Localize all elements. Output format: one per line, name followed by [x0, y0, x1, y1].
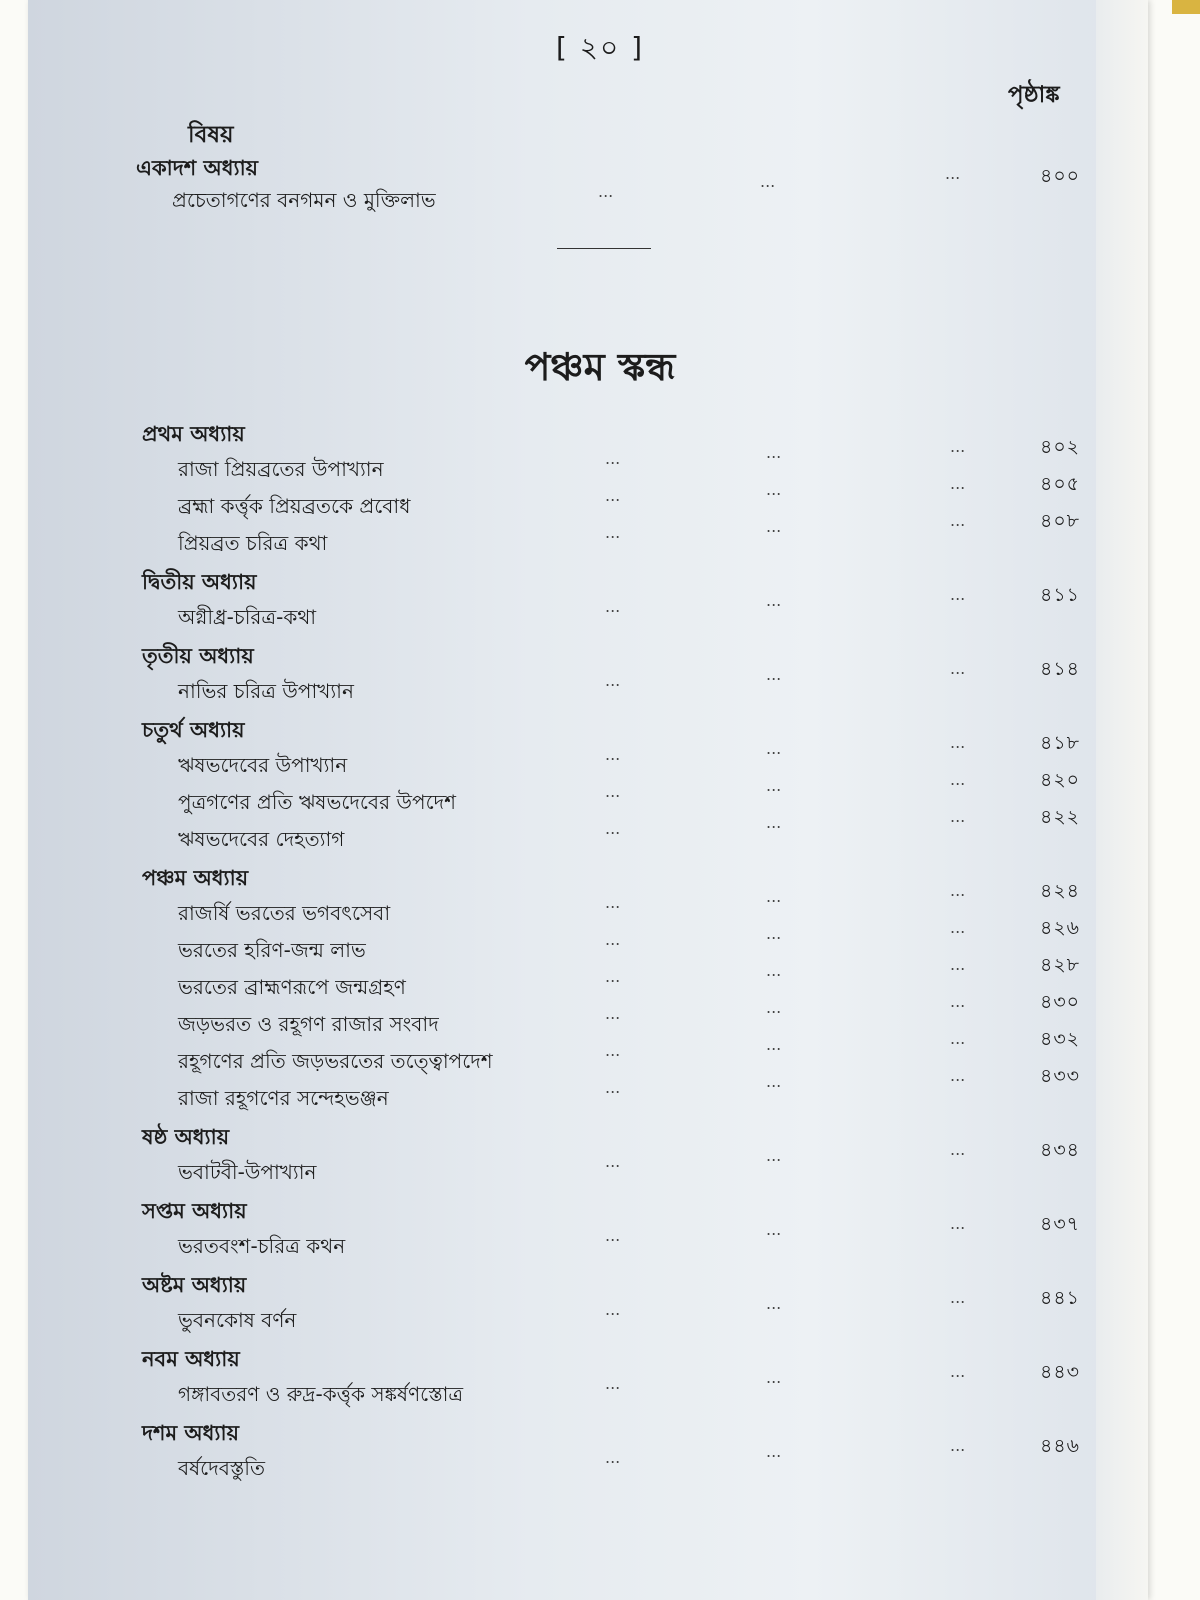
- leader-dots: ...: [766, 517, 782, 536]
- leader-dots: ...: [950, 1288, 966, 1307]
- page-ref: ৪২২: [1040, 806, 1081, 828]
- leader-dots: ...: [605, 1078, 621, 1097]
- chapter-heading: দ্বিতীয় অধ্যায়: [142, 570, 257, 594]
- chapter-heading: দশম অধ্যায়: [142, 1421, 239, 1445]
- toc-entry: [0, 473, 1200, 526]
- page-ref: ৪২৪: [1040, 880, 1081, 902]
- leader-dots: ...: [605, 1041, 621, 1060]
- toc-entry: [0, 436, 1200, 489]
- page-ref: ৪৪১: [1040, 1287, 1080, 1309]
- leader-dots: ...: [605, 486, 621, 505]
- leader-dots: ...: [950, 1029, 966, 1048]
- chapter-heading: সপ্তম অধ্যায়: [142, 1199, 247, 1223]
- leader-dots: ...: [605, 671, 621, 690]
- leader-dots: ...: [950, 437, 966, 456]
- topic-text: ঋষভদেবের উপাখ্যান: [178, 753, 348, 777]
- page-corner: [1172, 0, 1200, 14]
- leader-dots: ...: [605, 1300, 621, 1319]
- page-ref: ৪২০: [1040, 769, 1081, 791]
- toc-entry: [0, 1065, 1200, 1118]
- leader-dots: ...: [605, 523, 621, 542]
- leader-dots: ...: [766, 480, 782, 499]
- toc-entry: [0, 1028, 1200, 1081]
- toc-entry: [0, 769, 1200, 822]
- chapter-heading-row: [0, 1269, 1200, 1303]
- chapter-heading: একাদশ অধ্যায়: [136, 156, 259, 180]
- topic-text: গঙ্গাবতরণ ও রুদ্র-কর্ত্তৃক সঙ্কর্ষণস্তোত্র: [178, 1382, 464, 1406]
- leader-dots: ...: [950, 770, 966, 789]
- divider: [557, 248, 651, 249]
- leader-dots: ...: [950, 955, 966, 974]
- chapter-heading: প্রথম অধ্যায়: [142, 422, 245, 446]
- toc-entry: [0, 917, 1200, 970]
- topic-text: বর্ষদেবস্তুতি: [178, 1456, 265, 1480]
- topic-text: ভরতবংশ-চরিত্র কথন: [178, 1234, 346, 1258]
- page-ref: ৪০৮: [1040, 510, 1081, 532]
- chapter-heading-row: [0, 862, 1200, 896]
- leader-dots: ...: [605, 1448, 621, 1467]
- topic-text: ভুবনকোষ বর্ণন: [178, 1308, 297, 1332]
- leader-dots: ...: [766, 887, 782, 906]
- leader-dots: ...: [766, 665, 782, 684]
- page-ref: ৪১৮: [1040, 732, 1080, 754]
- page-ref: ৪২৬: [1040, 917, 1081, 939]
- topic-text: অগ্নীধ্র-চরিত্র-কথা: [178, 605, 317, 629]
- chapter-heading-row: [0, 566, 1200, 600]
- toc-entry: [0, 1361, 1200, 1414]
- topic-text: ভরতের হরিণ-জন্ম লাভ: [178, 938, 366, 962]
- leader-dots: ...: [598, 182, 614, 201]
- leader-dots: ...: [950, 511, 966, 530]
- chapter-heading-row: [0, 714, 1200, 748]
- topic-text: ভরতের ব্রাহ্মণরূপে জন্মগ্রহণ: [178, 975, 406, 999]
- page-ref: ৪০২: [1040, 436, 1081, 458]
- topic-text: ভবাটবী-উপাখ্যান: [178, 1160, 317, 1184]
- leader-dots: ...: [766, 776, 782, 795]
- page-ref: ৪৩০: [1040, 991, 1081, 1013]
- chapter-heading: পঞ্চম অধ্যায়: [142, 866, 249, 890]
- toc-entry: [0, 991, 1200, 1044]
- leader-dots: ...: [605, 819, 621, 838]
- topic-text: রাজর্ষি ভরতের ভগবৎসেবা: [178, 901, 391, 925]
- leader-dots: ...: [605, 1004, 621, 1023]
- leader-dots: ...: [950, 1066, 966, 1085]
- toc-entry: [0, 1139, 1200, 1192]
- leader-dots: ...: [950, 474, 966, 493]
- leader-dots: ...: [605, 930, 621, 949]
- chapter-heading-row: [0, 152, 1200, 186]
- chapter-heading-row: [0, 1121, 1200, 1155]
- topic-text: প্রচেতাগণের বনগমন ও মুক্তিলাভ: [172, 188, 436, 212]
- topic-column-header: বিষয়: [188, 122, 234, 148]
- leader-dots: ...: [766, 998, 782, 1017]
- page-ref: ৪১১: [1040, 584, 1080, 606]
- chapter-heading-row: [0, 418, 1200, 452]
- topic-text: জড়ভরত ও রহূগণ রাজার সংবাদ: [178, 1012, 439, 1036]
- toc-entry: [0, 806, 1200, 859]
- page-ref: ৪২৮: [1040, 954, 1081, 976]
- toc-entry: [0, 1287, 1200, 1340]
- chapter-heading-row: [0, 1417, 1200, 1451]
- leader-dots: ...: [605, 745, 621, 764]
- chapter-heading: নবম অধ্যায়: [142, 1347, 240, 1371]
- chapter-heading: অষ্টম অধ্যায়: [142, 1273, 247, 1297]
- leader-dots: ...: [760, 172, 776, 191]
- page-ref: ৪৪৬: [1040, 1435, 1081, 1457]
- leader-dots: ...: [605, 597, 621, 616]
- leader-dots: ...: [950, 992, 966, 1011]
- page-column-header: পৃষ্ঠাঙ্ক: [1008, 82, 1060, 108]
- leader-dots: ...: [605, 1226, 621, 1245]
- leader-dots: ...: [766, 443, 782, 462]
- leader-dots: ...: [766, 1035, 782, 1054]
- topic-text: রাজা প্রিয়ব্রতের উপাখ্যান: [178, 457, 384, 481]
- leader-dots: ...: [766, 591, 782, 610]
- leader-dots: ...: [605, 1152, 621, 1171]
- chapter-heading-row: [0, 1195, 1200, 1229]
- topic-text: ঋষভদেবের দেহত্যাগ: [178, 827, 345, 851]
- section-title: পঞ্চম স্কন্ধ: [524, 345, 676, 389]
- leader-dots: ...: [766, 1072, 782, 1091]
- page-ref: ৪০০: [1040, 165, 1081, 187]
- topic-text: রহূগণের প্রতি জড়ভরতের তত্ত্বোপদেশ: [178, 1049, 493, 1073]
- leader-dots: ...: [766, 1146, 782, 1165]
- page-ref: ৪৩৭: [1040, 1213, 1081, 1235]
- toc-entry: [0, 510, 1200, 563]
- leader-dots: ...: [766, 739, 782, 758]
- topic-text: ব্রহ্মা কর্ত্তৃক প্রিয়ব্রতকে প্রবোধ: [178, 494, 411, 518]
- leader-dots: ...: [766, 1294, 782, 1313]
- leader-dots: ...: [950, 918, 966, 937]
- leader-dots: ...: [605, 967, 621, 986]
- topic-text: প্রিয়ব্রত চরিত্র কথা: [178, 531, 328, 555]
- leader-dots: ...: [766, 1442, 782, 1461]
- topic-text: রাজা রহূগণের সন্দেহভঞ্জন: [178, 1086, 389, 1110]
- chapter-heading-row: [0, 1343, 1200, 1377]
- toc-entry: [0, 954, 1200, 1007]
- page-ref: ৪০৫: [1040, 473, 1081, 495]
- leader-dots: ...: [950, 1214, 966, 1233]
- leader-dots: ...: [950, 1362, 966, 1381]
- chapter-heading-row: [0, 640, 1200, 674]
- leader-dots: ...: [605, 449, 621, 468]
- leader-dots: ...: [950, 807, 966, 826]
- topic-text: পুত্রগণের প্রতি ঋষভদেবের উপদেশ: [178, 790, 456, 814]
- toc-entry: [0, 1435, 1200, 1488]
- chapter-heading: ষষ্ঠ অধ্যায়: [142, 1125, 230, 1149]
- leader-dots: ...: [766, 924, 782, 943]
- leader-dots: ...: [950, 733, 966, 752]
- leader-dots: ...: [766, 961, 782, 980]
- leader-dots: ...: [605, 1374, 621, 1393]
- toc-entry: [0, 658, 1200, 711]
- leader-dots: ...: [766, 1368, 782, 1387]
- leader-dots: ...: [605, 893, 621, 912]
- leader-dots: ...: [945, 164, 961, 183]
- leader-dots: ...: [950, 1140, 966, 1159]
- leader-dots: ...: [950, 1436, 966, 1455]
- topic-text: নাভির চরিত্র উপাখ্যান: [178, 679, 354, 703]
- leader-dots: ...: [950, 659, 966, 678]
- toc-entry: [0, 584, 1200, 637]
- page-ref: ৪৪৩: [1040, 1361, 1081, 1383]
- toc-entry: [0, 880, 1200, 933]
- chapter-heading: তৃতীয় অধ্যায়: [142, 644, 254, 668]
- toc-entry: [0, 732, 1200, 785]
- page-ref: ৪৩৩: [1040, 1065, 1081, 1087]
- page-ref: ৪৩২: [1040, 1028, 1081, 1050]
- leader-dots: ...: [766, 1220, 782, 1239]
- page-ref: ৪৩৪: [1040, 1139, 1081, 1161]
- page-ref: ৪১৪: [1040, 658, 1080, 680]
- page-number: [ ২০ ]: [555, 31, 645, 64]
- chapter-heading: চতুর্থ অধ্যায়: [142, 718, 245, 742]
- toc-entry: [0, 1213, 1200, 1266]
- leader-dots: ...: [766, 813, 782, 832]
- leader-dots: ...: [605, 782, 621, 801]
- leader-dots: ...: [950, 881, 966, 900]
- leader-dots: ...: [950, 585, 966, 604]
